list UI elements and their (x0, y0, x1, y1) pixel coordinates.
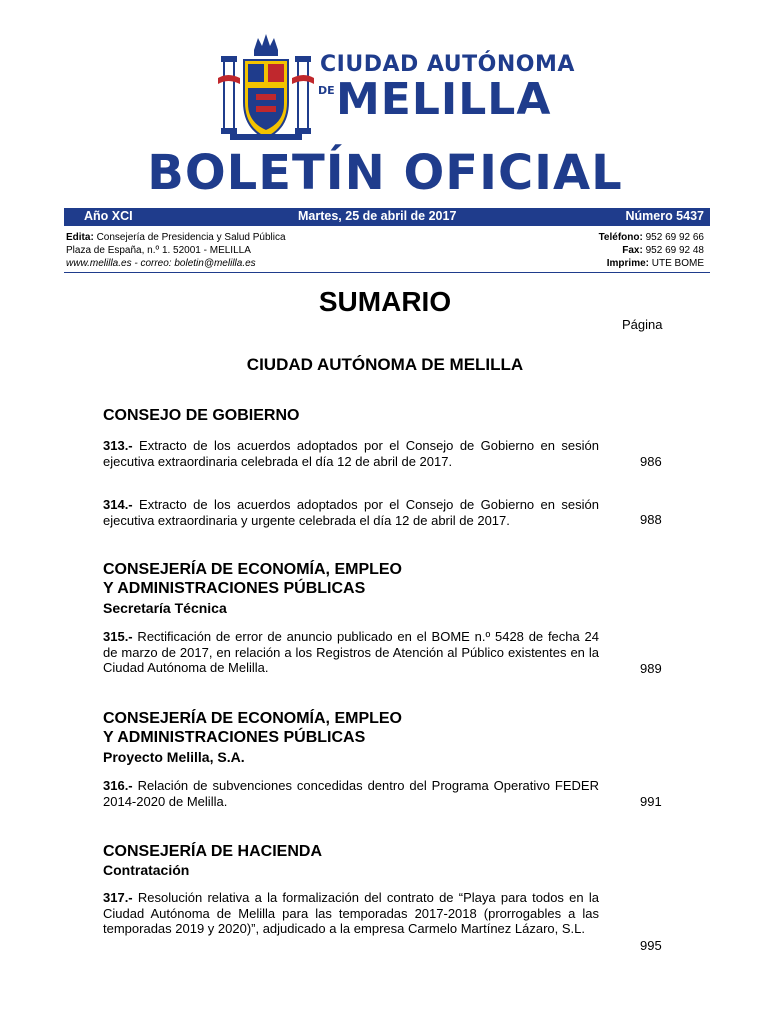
city-name-line2: MELILLA (336, 74, 552, 125)
summary-entry[interactable] (103, 497, 599, 528)
city-name-de: DE (318, 84, 335, 97)
entry-text: Rectificación de error de anuncio publicado en el BOME n.º 5428 de fecha 24 de marzo de 2017, en relación a los Registros de Atención al Público existentes en la Ciudad Autónoma de Melilla. (103, 629, 599, 675)
section-heading (103, 842, 322, 861)
entry-page: 991 (640, 794, 662, 809)
section-title: CONSEJERÍA DE ECONOMÍA, EMPLEO (103, 710, 402, 727)
summary-heading: SUMARIO (318, 286, 452, 317)
bulletin-title: BOLETÍN OFICIAL (147, 145, 623, 201)
authority-heading: CIUDAD AUTÓNOMA DE MELILLA (246, 355, 524, 374)
summary-entry[interactable] (103, 890, 599, 937)
section-title: Y ADMINISTRACIONES PÚBLICAS (103, 729, 366, 746)
address: Plaza de España, n.º 1. 52001 - MELILLA (66, 245, 251, 256)
contact-info (599, 231, 704, 270)
entry-page: 986 (640, 454, 662, 469)
coat-of-arms-logo (216, 30, 316, 144)
city-name-line1: CIUDAD AUTÓNOMA (320, 52, 575, 77)
issue-bar (64, 208, 710, 226)
section-heading (103, 560, 402, 598)
entry-page: 995 (640, 938, 662, 953)
entry-number: 316.- (103, 778, 133, 793)
section-subheading: Contratación (103, 862, 190, 878)
section-title: CONSEJERÍA DE HACIENDA (103, 843, 322, 860)
entry-number: 314.- (103, 497, 133, 512)
section-subheading: Secretaría Técnica (103, 600, 227, 616)
fax-label: Fax: (622, 245, 643, 256)
entry-text: Relación de subvenciones concedidas dentro del Programa Operativo FEDER 2014-2020 de Melilla. (103, 778, 599, 809)
summary-entry[interactable] (103, 778, 599, 809)
entry-text: Extracto de los acuerdos adoptados por el Consejo de Gobierno en sesión ejecutiva extraordinaria y urgente celebrada el día 12 de abril de 2017. (103, 497, 599, 528)
section-title: Y ADMINISTRACIONES PÚBLICAS (103, 580, 366, 597)
web-contact[interactable]: www.melilla.es - correo: boletin@melilla.es (66, 258, 256, 269)
entry-number: 315.- (103, 629, 133, 644)
page-column-label: Página (622, 317, 663, 332)
summary-entry[interactable] (103, 438, 599, 469)
issue-number: Número 5437 (625, 209, 704, 223)
fax-value: 952 69 92 48 (645, 245, 704, 256)
publisher-info (66, 231, 286, 270)
print-value: UTE BOME (651, 258, 704, 269)
tel-label: Teléfono: (598, 232, 643, 243)
section-subheading: Proyecto Melilla, S.A. (103, 749, 245, 765)
issue-date: Martes, 25 de abril de 2017 (298, 209, 457, 223)
print-label: Imprime: (606, 258, 649, 269)
section-title: CONSEJERÍA DE ECONOMÍA, EMPLEO (103, 561, 402, 578)
header-divider (64, 272, 710, 273)
entry-page: 988 (640, 512, 662, 527)
entry-number: 313.- (103, 438, 133, 453)
entry-text: Resolución relativa a la formalización del contrato de “Playa para todos en la Ciudad Autónoma de Melilla para las temporadas 2017-2018 (prorrogables a las temporadas 2019 y 2020)”, adjudicado a la empresa Carmelo Martínez Lázaro, S.L. (103, 890, 599, 936)
entry-number: 317.- (103, 890, 133, 905)
section-heading (103, 709, 402, 747)
edita-label: Edita: (66, 232, 94, 243)
tel-value: 952 69 92 66 (645, 232, 704, 243)
edita-value: Consejería de Presidencia y Salud Pública (96, 232, 286, 243)
entry-page: 989 (640, 661, 662, 676)
section-title: CONSEJO DE GOBIERNO (103, 407, 300, 424)
section-heading (103, 406, 299, 425)
issue-year: Año XCI (84, 209, 133, 223)
entry-text: Extracto de los acuerdos adoptados por el Consejo de Gobierno en sesión ejecutiva extraordinaria celebrada el día 12 de abril de 2017. (103, 438, 599, 469)
summary-entry[interactable] (103, 629, 599, 676)
